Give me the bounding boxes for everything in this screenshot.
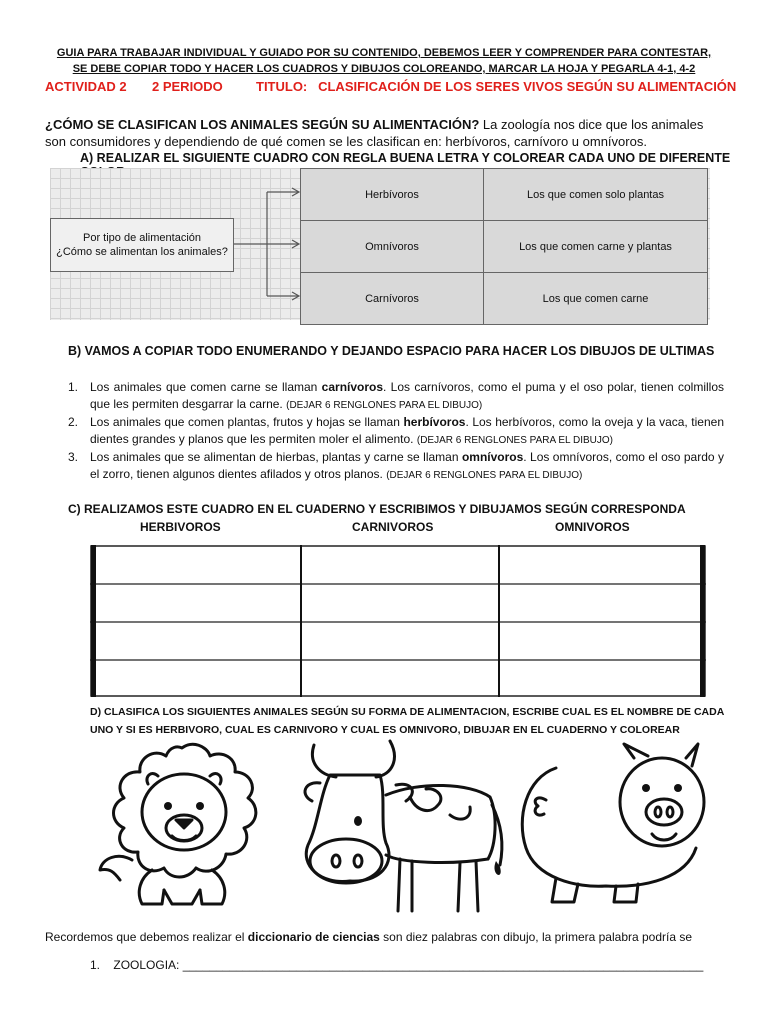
list-item [68, 449, 724, 484]
list-item-note: (DEJAR 6 RENGLONES PARA EL DIBUJO) [386, 470, 583, 481]
list-item-number: 2. [68, 415, 79, 429]
feeding-type-box [50, 218, 234, 272]
feeding-type-line1: Por tipo de alimentación [82, 232, 201, 244]
list-item-text: . Los herbívoros, como la oveja y la vaca, tienen dientes grandes y planos que les permiten moler el alimento. [90, 415, 724, 446]
pig-drawing [516, 738, 716, 908]
list-item-keyword: omnívoros [461, 450, 524, 464]
list-item-note: (DEJAR 6 RENGLONES PARA EL DIBUJO) [416, 435, 614, 446]
table-row [301, 221, 708, 273]
intro-text: La zoología nos dice que los animales son consumidores y dependiendo de qué comen se les clasifican en: herbívoros, carnívoro u omnívoros. [45, 117, 704, 149]
dictionary-item-number: 1. [90, 958, 101, 972]
column-header-carnivoros: CARNIVOROS [352, 520, 434, 534]
list-item-note: (DEJAR 6 RENGLONES PARA EL DIBUJO) [286, 400, 483, 411]
dictionary-item [90, 958, 703, 972]
header-line-2: SE DEBE COPIAR TODO Y HACER LOS CUADROS Y DIBUJOS COLOREANDO, MARCAR LA HOJA Y PEGARLA 4-1, 4-2 [72, 63, 696, 75]
drawing-table [90, 545, 706, 697]
table-row [301, 273, 708, 325]
activity-label: ACTIVIDAD 2 [45, 79, 127, 94]
reminder-pre: Recordemos que debemos realizar el [45, 930, 248, 944]
cow-drawing [300, 735, 520, 915]
header-line-1: GUIA PARA TRABAJAR INDIVIDUAL Y GUIADO POR SU CONTENIDO, DEBEMOS LEER Y COMPRENDER PARA CONTESTAR, [56, 47, 712, 59]
activity-title: TITULO: CLASIFICACIÓN DE LOS SERES VIVOS SEGÚN SU ALIMENTACIÓN [256, 79, 737, 94]
list-item-keyword: herbívoros [403, 415, 466, 429]
list-item-text: Los animales que comen carne se llaman [90, 380, 322, 394]
reminder-post: son diez palabras con dibujo, la primera palabra podría se [379, 930, 693, 944]
list-item-keyword: carnívoros [321, 380, 384, 394]
table-cell-desc: Los que comen solo plantas [484, 169, 708, 221]
column-header-omnivoros: OMNIVOROS [555, 520, 630, 534]
feeding-type-line2: ¿Cómo se alimentan los animales? [56, 246, 228, 258]
table-cell-type: Carnívoros [301, 273, 484, 325]
section-d-title: D) CLASIFICA LOS SIGUIENTES ANIMALES SEGÚN SU FORMA DE ALIMENTACION, ESCRIBE CUAL ES EL NOMBRE DE CADA UNO Y SI ES HERBIVORO, CUAL ES CARNIVORO Y CUAL ES OMNIVORO, DIBUJAR EN EL CUADERNO Y COLOREAR [90, 706, 724, 736]
lion-drawing [92, 740, 272, 910]
connector-arrows [232, 168, 302, 320]
list-item-text: . Los omnívoros, como el oso pardo y el zorro, tienen algunos dientes afilados y otros planos. [90, 450, 724, 481]
section-b-title: B) VAMOS A COPIAR TODO ENUMERANDO Y DEJANDO ESPACIO PARA HACER LOS DIBUJOS DE ULTIMAS [68, 344, 715, 358]
section-c-title: C) REALIZAMOS ESTE CUADRO EN EL CUADERNO Y ESCRIBIMOS Y DIBUJAMOS SEGÚN CORRESPONDA [68, 502, 686, 516]
table-row [301, 169, 708, 221]
table-cell-desc: Los que comen carne [484, 273, 708, 325]
list-item-text: . Los carnívoros, como el puma y el oso polar, tienen colmillos que les permiten desgarrar la carne. [90, 380, 724, 411]
intro-paragraph [45, 116, 725, 150]
activity-period: 2 PERIODO [152, 79, 223, 94]
section-b-list [68, 379, 724, 484]
table-cell-type: Omnívoros [301, 221, 484, 273]
classification-table [300, 168, 708, 325]
column-header-herbivoros: HERBIVOROS [140, 520, 221, 534]
list-item-text: Los animales que se alimentan de hierbas, plantas y carne se llaman [90, 450, 462, 464]
section-a-title: A) REALIZAR EL SIGUIENTE CUADRO CON REGLA BUENA LETRA Y COLOREAR CADA UNO DE DIFERENTE [80, 151, 731, 165]
list-item [68, 414, 724, 449]
intro-question: ¿CÓMO SE CLASIFICAN LOS ANIMALES SEGÚN SU ALIMENTACIÓN? [45, 117, 480, 132]
list-item-number: 1. [68, 380, 79, 394]
reminder-bold: diccionario de ciencias [247, 930, 380, 944]
list-item [68, 379, 724, 414]
list-item-text: Los animales que comen plantas, frutos y hojas se llaman [90, 415, 404, 429]
reminder-text [45, 930, 692, 944]
table-cell-desc: Los que comen carne y plantas [484, 221, 708, 273]
list-item-number: 3. [68, 450, 79, 464]
table-cell-type: Herbívoros [301, 169, 484, 221]
dictionary-item-word: ZOOLOGIA: ______________________________________________________________________________ [113, 958, 704, 972]
